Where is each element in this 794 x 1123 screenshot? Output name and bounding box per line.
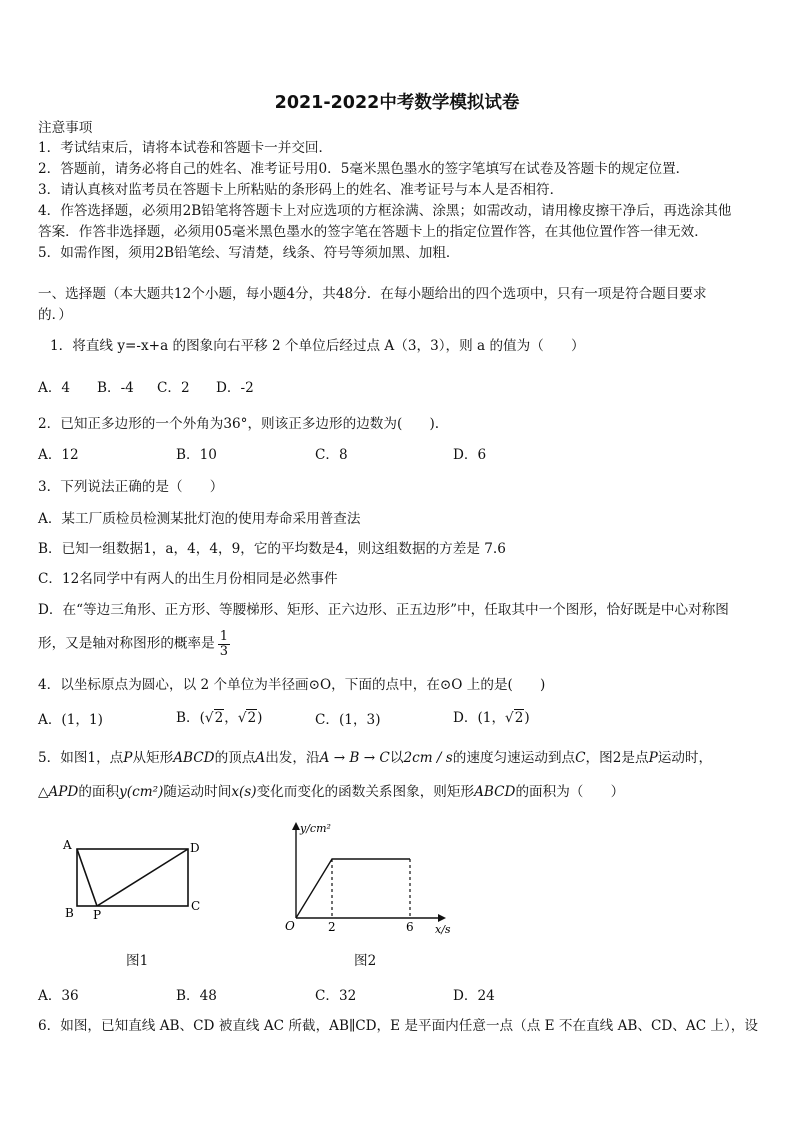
q4-option-d [453,712,530,726]
notice-item: 1．考试结束后，请将本试卷和答题卡一并交回． [38,140,333,156]
q5-text: 的速度匀速运动到点 [452,750,576,766]
q5-text: 的顶点 [214,750,256,766]
label-d: D [190,841,200,855]
sqrt-radicand: 2 [247,710,257,726]
sqrt-2 [238,712,257,726]
figure-2-graph [280,818,470,938]
q5-var-a: A [255,750,266,766]
q5-var-p: P [123,750,133,766]
sqrt-sign: √ [505,710,514,726]
q2-option-b: B．10 [176,447,217,463]
q5-text: 变化而变化的函数关系图象，则矩形 [256,784,475,800]
section-heading: 一、选择题（本大题共12个小题，每小题4分，共48分．在每小题给出的四个选项中，只有一项是符合题目要求 [38,286,707,302]
q5-text: 以 [389,750,404,766]
page-title: 2021-2022中考数学模拟试卷 [274,93,520,113]
function-graph [296,859,410,918]
q5-text: 的面积为（ ） [515,784,625,800]
section-heading-cont: 的．） [38,307,72,323]
q3-option-d-text: 形，又是轴对称图形的概率是 [38,635,215,652]
notice-item: 2．答题前，请务必将自己的姓名、准考证号用0．5毫米黑色墨水的签字笔填写在试卷及答题卡的规定位置． [38,161,690,177]
q4-option-b-sep: ， [224,710,238,726]
segment-ap [77,849,97,906]
q5-option-a: A．36 [38,988,79,1004]
q3-option-d: D．在“等边三角形、正方形、等腰梯形、矩形、正六边形、正五边形”中，任取其中一个图形，恰好既是中心对称图 [38,602,729,618]
notice-item: 5．如需作图，须用2B铅笔绘、写清楚，线条、符号等须加黑、加粗． [38,245,460,261]
sqrt-2 [505,712,524,726]
origin-label: O [285,919,295,933]
q4-option-b-suffix: ) [257,710,263,726]
segment-pd [97,849,188,906]
q3-option-c: C．12名同学中有两人的出生月份相同是必然事件 [38,571,338,587]
q1-stem: 1．将直线 y=-x+a 的图象向右平移 2 个单位后经过点 A（3，3），则 a 的值为（ ） [50,338,585,354]
q5-text: 随运动时间 [163,784,232,800]
probability-fraction [218,630,230,658]
q3-option-a: A．某工厂质检员检测某批灯泡的使用寿命采用普查法 [38,511,361,527]
q5-text: 运动时， [657,750,713,766]
q5-text: 出发，沿 [265,750,320,766]
label-a: A [63,838,72,852]
x-axis-arrow [438,914,446,922]
q2-stem: 2．已知正多边形的一个外角为36°，则该正多边形的边数为( ). [38,416,440,432]
figure-1-caption: 图1 [126,953,149,969]
q5-var-abcd: ABCD [474,784,516,800]
q4-option-d-suffix: ) [524,710,530,726]
q1-option-b: B．-4 [97,380,134,396]
q4-option-c: C．(1，3) [315,712,381,728]
label-b: B [65,906,74,920]
notice-heading: 注意事项 [38,120,93,136]
notice-item: 答案．作答非选择题，必须用05毫米黑色墨水的签字笔在答题卡上的指定位置作答，在其他位置作答一律无效． [38,224,708,240]
q4-option-b [176,712,262,726]
q5-text: ，图2是点 [585,750,649,766]
q5-text: 从矩形 [132,750,174,766]
q4-option-b-prefix: B．( [176,710,205,726]
q5-var-p: P [648,750,658,766]
q3-option-d-cont [38,630,230,658]
sqrt-sign: √ [204,710,214,726]
q2-option-d: D．6 [453,447,487,463]
figure-2-caption: 图2 [354,953,377,969]
notice-item: 4．作答选择题，必须用2B铅笔将答题卡上对应选项的方框涂满、涂黑；如需改动，请用橡皮擦干净后，再选涂其他 [38,203,732,219]
q5-stem-line2 [38,786,624,800]
q5-y-unit: y(cm²) [119,784,164,800]
q5-speed: 2cm / s [403,750,453,766]
q5-option-d: D．24 [453,988,495,1004]
x-tick-6: 6 [406,920,414,934]
y-axis-arrow [292,822,300,830]
q5-x-unit: x(s) [231,784,257,800]
q6-stem: 6．如图，已知直线 AB、CD 被直线 AC 所截，AB∥CD，E 是平面内任意一点（点 E 不在直线 AB、CD、AC 上），设 [38,1018,758,1034]
q5-text: 5．如图1，点 [38,750,124,766]
q2-option-a: A．12 [38,447,79,463]
x-axis-label: x/s [435,923,451,936]
q5-var-c: C [575,750,586,766]
x-tick-2: 2 [328,920,336,934]
q5-triangle: △APD [38,784,79,800]
notice-item: 3．请认真核对监考员在答题卡上所粘贴的条形码上的姓名、准考证号与本人是否相符． [38,182,564,198]
q5-text: 的面积 [78,784,120,800]
q1-option-a: A．4 [38,380,71,396]
label-p: P [93,908,102,921]
q5-option-b: B．48 [176,988,217,1004]
fraction-numerator: 1 [219,629,228,644]
q4-stem: 4．以坐标原点为圆心，以 2 个单位为半径画⊙O，下面的点中，在⊙O 上的是( ) [38,677,546,693]
q1-option-c: C．2 [157,380,190,396]
q5-path: A → B → C [319,750,390,766]
q5-option-c: C．32 [315,988,357,1004]
y-axis-label: y/cm² [300,822,331,835]
q4-option-d-prefix: D．(1， [453,710,506,726]
q1-option-d: D．-2 [216,380,254,396]
fraction-denominator: 3 [219,643,228,659]
q5-var-abcd: ABCD [173,750,215,766]
sqrt-sign: √ [237,710,247,726]
q3-stem: 3．下列说法正确的是（ ） [38,479,224,495]
sqrt-radicand: 2 [214,710,224,726]
sqrt-2 [205,712,224,726]
q5-stem-line1 [38,752,712,766]
label-c: C [191,899,201,913]
sqrt-radicand: 2 [514,710,524,726]
q3-option-b: B．已知一组数据1，a，4，4，9，它的平均数是4，则这组数据的方差是 7.6 [38,541,506,557]
q2-option-c: C．8 [315,447,348,463]
figure-1-rectangle [60,836,210,921]
q4-option-a: A．(1，1) [38,712,103,728]
